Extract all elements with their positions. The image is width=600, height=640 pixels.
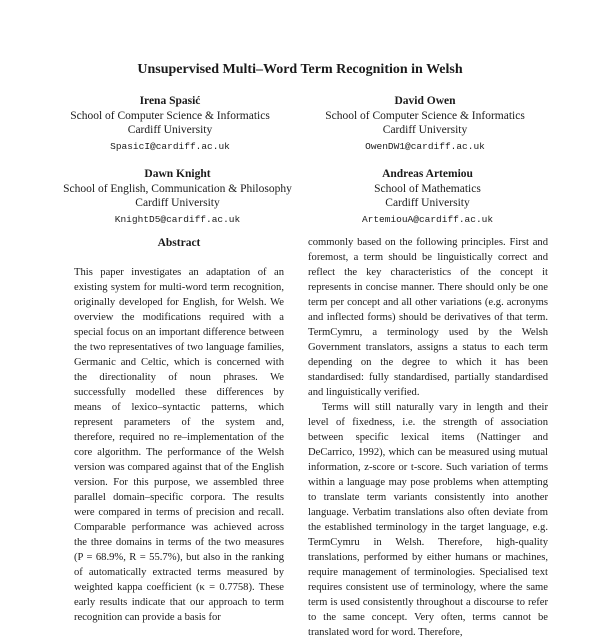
author-block — [315, 94, 535, 154]
author-institution: Cardiff University — [382, 124, 468, 136]
author-name: Irena Spasić — [139, 95, 201, 107]
author-name: Dawn Knight — [144, 168, 211, 180]
author-block — [45, 167, 310, 227]
abstract-heading: Abstract — [157, 237, 201, 249]
paper-title: Unsupervised Multi–Word Term Recognition in Welsh — [137, 62, 463, 77]
author-block — [60, 94, 280, 154]
abstract-text: This paper investigates an adaptation of an existing system for multi-word term recognition, originally developed for English, for Welsh. We overview the modifications required with a special focus on an important difference between the two representatives of two language families, Germanic and Celtic, which is concerned with the directionality of noun phrases. We successfully modelled these differences by means of lexico–syntactic patterns, which represent parameters of the system and, therefore, required no re–implementation of the core algorithm. The performance of the Welsh version was compared against that of the English version. For this purpose, we assembled three parallel domain–specific corpora. The results were compared in terms of precision and recall. Comparable performance was achieved across the three domains in terms of the two measures (P = 68.9%, R = 55.7%), but also in the ranking of automatically extracted terms measured by weighted kappa coefficient (κ = 0.7758). These early results indicate that our approach to term recognition can provide a basis for — [74, 267, 284, 623]
author-email: SpasicI@cardiff.ac.uk — [110, 140, 230, 152]
author-affiliation: School of Computer Science & Informatics — [70, 109, 270, 122]
author-name: Andreas Artemiou — [382, 168, 473, 180]
body-paragraph: commonly based on the following principles. First and foremost, a term should be linguistically correct and reflect the key characteristics of the concept it represents in concise manner. There should only be one term per concept and all other variations (e.g. acronyms and inflected forms) should be derivatives of that term. TermCymru, a terminology used by the Welsh Government translators, assigns a status to each term depending on the degree to which it has been standardised: fully standardised, partially standardised and linguistically verified. — [308, 237, 548, 398]
author-block — [340, 167, 515, 227]
right-column — [308, 235, 548, 640]
author-affiliation: School of Mathematics — [374, 182, 481, 195]
author-email: KnightD5@cardiff.ac.uk — [114, 213, 241, 225]
author-name: David Owen — [394, 95, 456, 107]
author-institution: Cardiff University — [127, 124, 213, 136]
author-email: ArtemiouA@cardiff.ac.uk — [361, 213, 494, 225]
author-institution: Cardiff University — [135, 197, 220, 209]
body-paragraph: Terms will still naturally vary in length and their level of fixedness, i.e. the strength of association between specific lexical items (Nattinger and DeCarrico, 1992), which can be measured using mutual information, z-score or t-score. Such variation of terms within a language may pose problems when attempting to translate term variants consistently into another language. Verbatim translations also often deviate from the established terminology in the target language, e.g. TermCymru in Welsh. Therefore, high-quality translations, performed by either humans or machines, require management of terminologies. Specialised text requires consistent use of terminology, where the same term is used consistently throughout a discourse to refer to the same concept. Very often, terms cannot be translated word for word. Therefore, — [308, 402, 548, 638]
author-institution: Cardiff University — [385, 197, 470, 209]
author-email: OwenDW1@cardiff.ac.uk — [365, 140, 485, 152]
author-affiliation: School of Computer Science & Informatics — [325, 109, 525, 122]
author-affiliation: School of English, Communication & Philosophy — [63, 182, 292, 195]
left-column — [74, 236, 284, 625]
